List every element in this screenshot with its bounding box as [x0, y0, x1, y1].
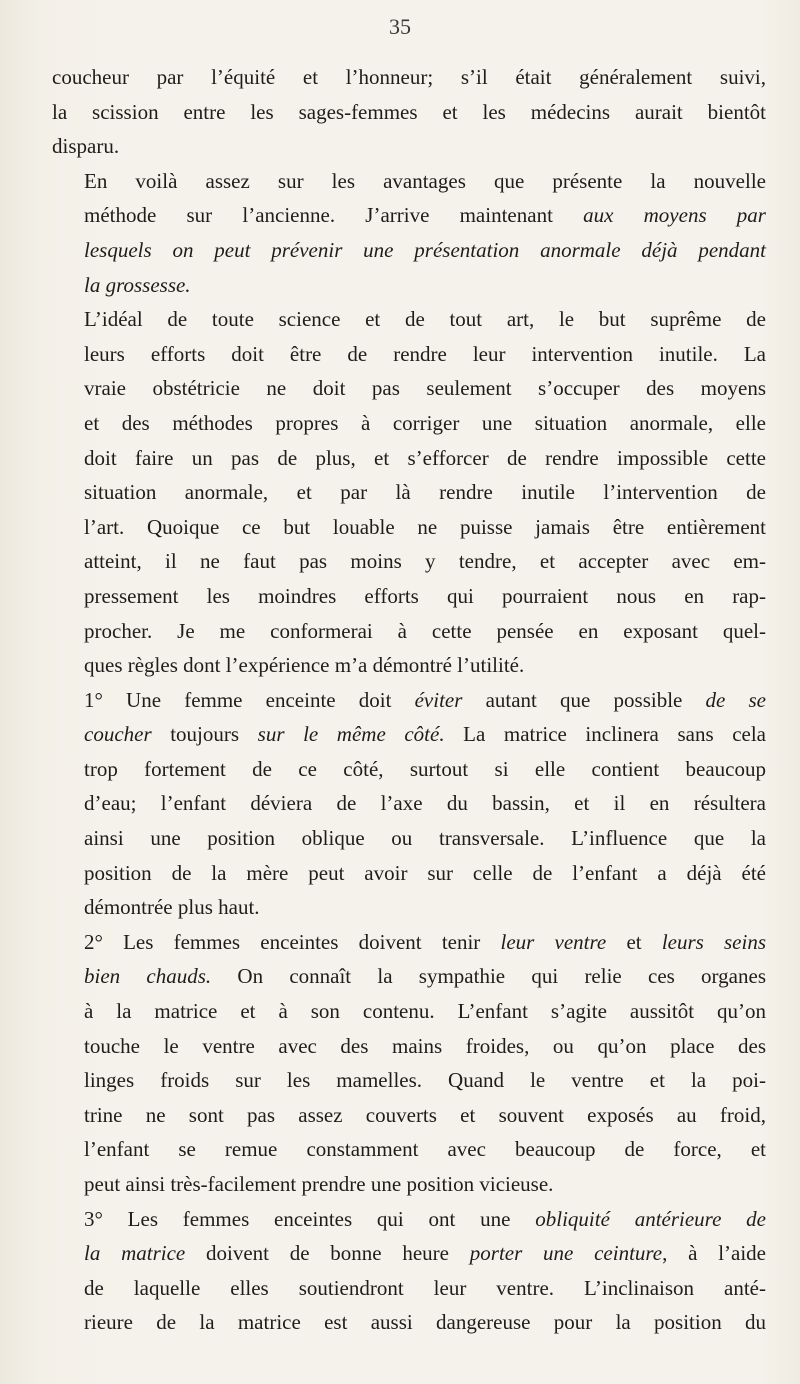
italic-segment: de se: [705, 687, 767, 712]
text-segment: pressement les moindres efforts qui pourraient nous en rap-: [84, 583, 766, 608]
text-line: [52, 1132, 766, 1167]
text-segment: trop fortement de ce côté, surtout si elle contient beaucoup: [84, 756, 766, 781]
text-segment: doivent de bonne heure: [185, 1241, 470, 1266]
text-line: [52, 821, 766, 856]
text-line: [52, 1305, 766, 1340]
text-segment: toujours: [151, 722, 258, 747]
italic-segment: lesquels on peut prévenir une présentation anormale déjà pendant: [84, 237, 766, 262]
text-segment: et des méthodes propres à corriger une situation anormale, elle: [84, 410, 766, 435]
text-segment: peut ainsi très-facilement prendre une position vicieuse.: [84, 1172, 554, 1196]
text-line: [52, 1098, 766, 1133]
text-line: [52, 441, 766, 476]
italic-segment: obliquité antérieure de: [535, 1206, 766, 1231]
text-segment: la scission entre les sages-femmes et les médecins aurait bientôt: [52, 99, 766, 124]
paragraph: [52, 1202, 766, 1340]
text-line: [52, 233, 766, 268]
text-line: [52, 60, 766, 95]
text-line: [52, 786, 766, 821]
text-line: [52, 475, 766, 510]
text-line: [52, 198, 766, 233]
text-line: [52, 752, 766, 787]
italic-segment: leurs seins: [661, 929, 767, 954]
text-segment: démontrée plus haut.: [84, 895, 260, 920]
paragraph: [52, 925, 766, 1202]
text-line: [52, 544, 766, 579]
text-segment: l’art. Quoique ce but louable ne puisse jamais être entièrement: [84, 514, 766, 539]
text-segment: l’enfant se remue constamment avec beaucoup de force, et: [84, 1137, 766, 1162]
text-segment: doit faire un pas de plus, et s’efforcer de rendre impossible cette: [84, 445, 766, 470]
text-segment: linges froids sur les mamelles. Quand le ventre et la poi-: [84, 1068, 766, 1093]
body-text: [52, 60, 766, 1340]
text-segment: La matrice inclinera sans cela: [444, 722, 766, 747]
text-segment: 3° Les femmes enceintes qui ont une: [84, 1206, 536, 1231]
text-line: [52, 683, 766, 718]
text-segment: On connaît la sympathie qui relie ces organes: [211, 964, 766, 989]
text-segment: , à l’aide: [662, 1241, 766, 1266]
text-line: [52, 129, 766, 164]
text-line: [52, 302, 766, 337]
text-line: [52, 717, 766, 752]
text-line: [52, 510, 766, 545]
text-line: [52, 1202, 766, 1237]
paragraph: [52, 683, 766, 925]
text-segment: trine ne sont pas assez couverts et souvent exposés au froid,: [84, 1102, 766, 1127]
text-segment: En voilà assez sur les avantages que présente la nouvelle: [84, 168, 766, 193]
text-segment: à la matrice et à son contenu. L’enfant s’agite aussitôt qu’on: [84, 999, 766, 1024]
text-line: [52, 890, 766, 925]
text-line: [52, 164, 766, 199]
text-line: [52, 856, 766, 891]
text-segment: de laquelle elles soutiendront leur ventre. L’inclinaison anté-: [84, 1275, 766, 1300]
text-line: [52, 959, 766, 994]
text-segment: 2° Les femmes enceintes doivent tenir: [84, 929, 501, 954]
text-segment: vraie obstétricie ne doit pas seulement s’occuper des moyens: [84, 376, 766, 401]
text-segment: méthode sur l’ancienne. J’arrive maintenant: [84, 203, 584, 228]
text-line: [52, 1167, 766, 1202]
italic-segment: la grossesse.: [84, 272, 191, 297]
italic-segment: sur le même côté.: [257, 722, 445, 747]
text-segment: ques règles dont l’expérience m’a démontré l’utilité.: [84, 653, 525, 678]
paragraph: [52, 302, 766, 683]
page-number: 35: [389, 14, 411, 39]
paragraph: [52, 60, 766, 164]
text-line: [52, 371, 766, 406]
text-segment: L’idéal de toute science et de tout art, le but suprême de: [84, 307, 766, 332]
text-segment: rieure de la matrice est aussi dangereuse pour la position du: [84, 1310, 766, 1335]
text-segment: atteint, il ne faut pas moins y tendre, et accepter avec em-: [84, 549, 766, 574]
text-segment: autant que possible: [462, 687, 706, 712]
text-segment: procher. Je me conformerai à cette pensée en exposant quel-: [84, 618, 766, 643]
text-line: [52, 614, 766, 649]
text-segment: 1° Une femme enceinte doit: [84, 687, 415, 712]
italic-segment: porter une ceinture: [469, 1241, 663, 1266]
text-segment: ainsi une position oblique ou transversale. L’influence que la: [84, 826, 766, 851]
italic-segment: bien chauds.: [84, 964, 212, 989]
text-line: [52, 268, 766, 303]
text-line: [52, 579, 766, 614]
text-line: [52, 1063, 766, 1098]
text-segment: touche le ventre avec des mains froides, ou qu’on place des: [84, 1033, 766, 1058]
text-segment: d’eau; l’enfant déviera de l’axe du bassin, et il en résultera: [84, 791, 766, 816]
text-line: [52, 648, 766, 683]
text-segment: disparu.: [52, 134, 120, 159]
text-line: [52, 925, 766, 960]
paragraph: [52, 164, 766, 302]
italic-segment: la matrice: [84, 1241, 186, 1266]
text-line: [52, 1029, 766, 1064]
text-line: [52, 1236, 766, 1271]
text-segment: leurs efforts doit être de rendre leur intervention inutile. La: [84, 341, 766, 366]
italic-segment: éviter: [414, 687, 463, 712]
text-line: [52, 994, 766, 1029]
text-line: [52, 406, 766, 441]
text-line: [52, 95, 766, 130]
text-segment: coucheur par l’équité et l’honneur; s’il était généralement suivi,: [52, 65, 766, 89]
italic-segment: coucher: [84, 722, 152, 747]
italic-segment: aux moyens par: [583, 203, 766, 228]
text-line: [52, 337, 766, 372]
text-segment: position de la mère peut avoir sur celle de l’enfant a déjà été: [84, 860, 766, 885]
text-segment: et: [606, 929, 662, 954]
italic-segment: leur ventre: [500, 929, 607, 954]
text-line: [52, 1271, 766, 1306]
text-segment: situation anormale, et par là rendre inutile l’intervention de: [84, 480, 766, 505]
